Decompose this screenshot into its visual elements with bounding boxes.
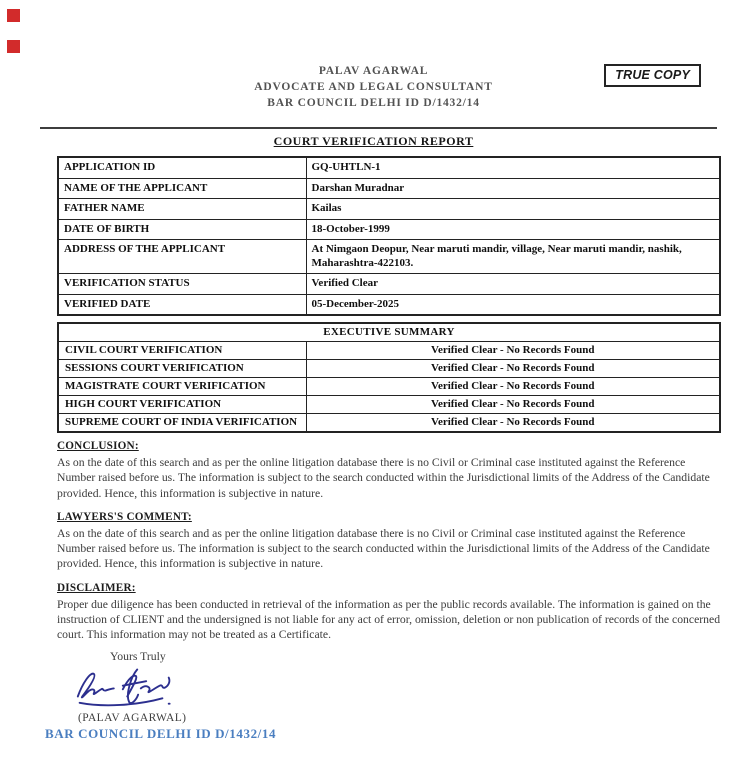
signatory-bar-id: BAR COUNCIL DELHI ID D/1432/14 (45, 725, 277, 741)
verification-label: SESSIONS COURT VERIFICATION (58, 360, 306, 378)
table-row (58, 219, 720, 240)
disclaimer-heading: DISCLAIMER: (57, 581, 136, 594)
table-row (58, 378, 720, 396)
verification-label: SUPREME COURT OF INDIA VERIFICATION (58, 414, 306, 433)
field-value: Darshan Muradnar (306, 178, 720, 199)
table-row (58, 240, 720, 274)
signature-image (70, 665, 190, 710)
conclusion-heading: CONCLUSION: (57, 440, 139, 452)
field-label: ADDRESS OF THE APPLICANT (58, 240, 306, 274)
field-label: APPLICATION ID (58, 157, 306, 178)
table-row (58, 414, 720, 433)
verification-label: CIVIL COURT VERIFICATION (58, 342, 306, 360)
broken-image-placeholder-icon (7, 9, 20, 22)
table-row (58, 396, 720, 414)
field-value: Kailas (306, 199, 720, 220)
table-header-row (58, 323, 720, 342)
lawyers-comment-heading: LAWYERS'S COMMENT: (57, 510, 192, 523)
verification-result: Verified Clear - No Records Found (306, 342, 720, 360)
field-value: Verified Clear (306, 274, 720, 295)
closing-salutation: Yours Truly (110, 649, 166, 663)
table-row (58, 199, 720, 220)
verification-result: Verified Clear - No Records Found (306, 378, 720, 396)
field-label: FATHER NAME (58, 199, 306, 220)
field-label: VERIFIED DATE (58, 294, 306, 315)
summary-header: EXECUTIVE SUMMARY (58, 323, 720, 342)
table-row (58, 294, 720, 315)
letterhead-designation: ADVOCATE AND LEGAL CONSULTANT (254, 81, 493, 93)
letterhead (0, 0, 747, 111)
field-label: DATE OF BIRTH (58, 219, 306, 240)
field-value: GQ-UHTLN-1 (306, 157, 720, 178)
lawyers-comment-text: As on the date of this search and as per the online litigation database there is no Civil or Criminal case instituted against the Reference Number raised before us. The information is subject to the search conducted within the Jurisdictional limits of the Address of the Candidate provided. Hence, this information is subjective in nature. (57, 526, 710, 571)
verification-result: Verified Clear - No Records Found (306, 414, 720, 433)
verification-result: Verified Clear - No Records Found (306, 360, 720, 378)
disclaimer-text: Proper due diligence has been conducted in retrieval of the information as per the public records available. The information is gained on the instruction of CLIENT and the undersigned is not liable for any act of error, omission, deletion or non publication of records of the concerned court. This information may not be treated as a Certificate. (57, 597, 721, 642)
field-value: At Nimgaon Deopur, Near maruti mandir, village, Near maruti mandir, nashik, Maharashtra-422103. (306, 240, 720, 274)
field-label: NAME OF THE APPLICANT (58, 178, 306, 199)
broken-image-placeholder-icon (7, 40, 20, 53)
field-value: 05-December-2025 (306, 294, 720, 315)
verification-label: HIGH COURT VERIFICATION (58, 396, 306, 414)
page-title: COURT VERIFICATION REPORT (273, 134, 474, 148)
verification-label: MAGISTRATE COURT VERIFICATION (58, 378, 306, 396)
field-value: 18-October-1999 (306, 219, 720, 240)
executive-summary-table (57, 322, 721, 433)
verification-result: Verified Clear - No Records Found (306, 396, 720, 414)
conclusion-text: As on the date of this search and as per the online litigation database there is no Civil or Criminal case instituted against the Reference Number raised before us. The information is subject to the search conducted within the Jurisdictional limits of the Address of the Candidate provided. Hence, this information is subjective in nature. (57, 456, 710, 500)
report-sections (57, 439, 721, 643)
header-divider (40, 127, 717, 129)
table-row (58, 342, 720, 360)
table-row (58, 178, 720, 199)
signatory-name: (PALAV AGARWAL) (78, 711, 187, 724)
letterhead-name: PALAV AGARWAL (318, 65, 429, 77)
table-row (58, 360, 720, 378)
letterhead-bar-id: BAR COUNCIL DELHI ID D/1432/14 (267, 97, 480, 109)
applicant-details-table (57, 156, 721, 316)
table-row (58, 274, 720, 295)
field-label: VERIFICATION STATUS (58, 274, 306, 295)
true-copy-stamp: TRUE COPY (604, 64, 701, 87)
table-row (58, 157, 720, 178)
